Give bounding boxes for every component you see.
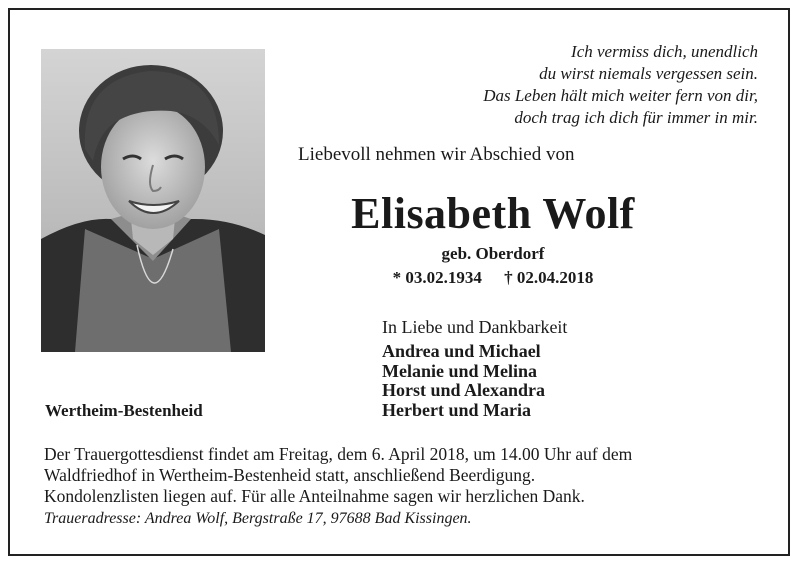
portrait-photo	[41, 49, 265, 352]
notice-line: Der Trauergottesdienst findet am Freitag, dem 6. April 2018, um 14.00 Uhr auf dem	[44, 444, 633, 464]
notice-line: Waldfriedhof in Wertheim-Bestenheid statt, anschließend Beerdigung.	[44, 465, 536, 485]
life-dates	[278, 268, 708, 288]
farewell-intro: Liebevoll nehmen wir Abschied von	[298, 144, 575, 165]
poem-line: doch trag ich dich für immer in mir.	[514, 108, 758, 127]
birth-date: * 03.02.1934	[392, 268, 482, 287]
deceased-name: Elisabeth Wolf	[351, 189, 635, 238]
maiden-name: geb. Oberdorf	[441, 244, 545, 263]
mourner: Horst und Alexandra	[382, 380, 546, 400]
mourner: Melanie und Melina	[382, 360, 538, 381]
mourner: Andrea und Michael	[382, 341, 541, 361]
location: Wertheim-Bestenheid	[45, 401, 203, 420]
poem	[483, 41, 758, 129]
funeral-notice	[44, 444, 774, 507]
notice-line: Kondolenzlisten liegen auf. Für alle Anteilnahme sagen wir herzlichen Dank.	[44, 486, 585, 506]
mourners-list	[382, 342, 545, 420]
poem-line: du wirst niemals vergessen sein.	[539, 64, 758, 83]
death-date: † 02.04.2018	[504, 268, 594, 287]
mourner: Herbert und Maria	[382, 399, 531, 420]
poem-line: Ich vermiss dich, unendlich	[571, 42, 758, 61]
thanks-line: In Liebe und Dankbarkeit	[382, 317, 568, 337]
mourning-address: Traueradresse: Andrea Wolf, Bergstraße 17, 97688 Bad Kissingen.	[44, 510, 472, 527]
poem-line: Das Leben hält mich weiter fern von dir,	[483, 86, 758, 105]
